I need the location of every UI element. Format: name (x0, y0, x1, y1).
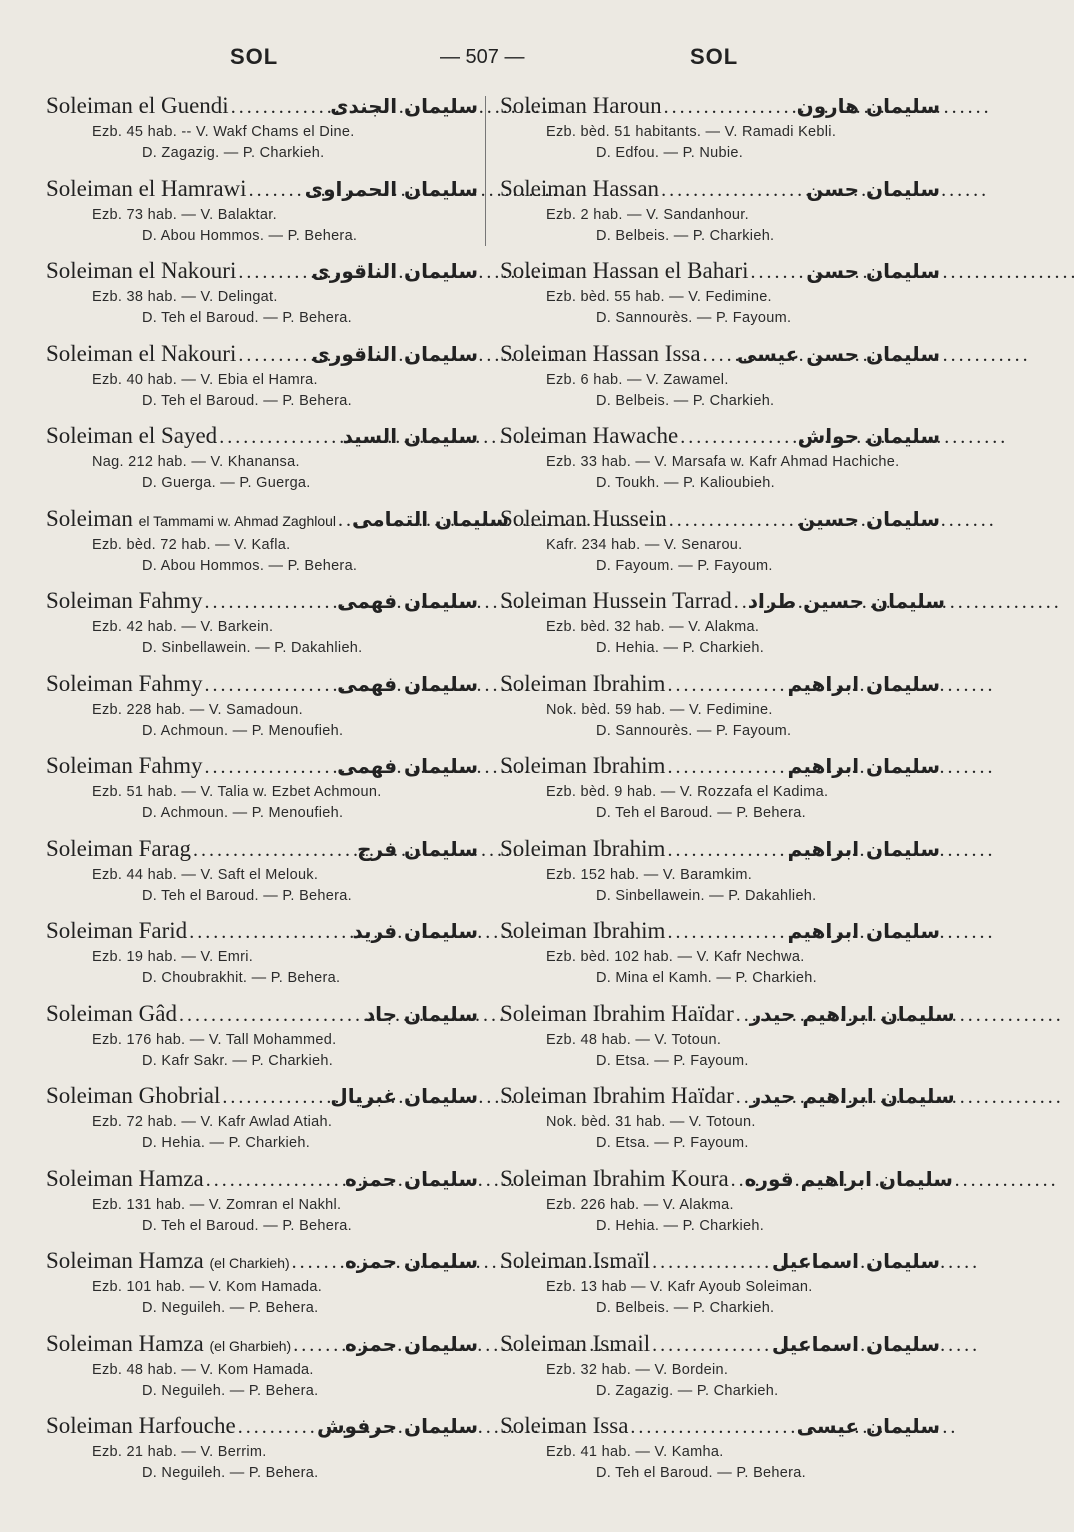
dot-leader (177, 1001, 361, 1029)
entry-name (46, 670, 203, 698)
entry-details: Nag. 212 hab. — V. Khanansa. (92, 454, 300, 470)
entry-arabic-name: سليمان هارون (796, 94, 940, 118)
entry-district: D. Teh el Baroud. — P. Behera. (142, 887, 352, 904)
gazetteer-entry (46, 1165, 478, 1248)
entry-arabic-name: سليمان ابراهيم (787, 671, 940, 696)
gazetteer-entry (46, 257, 478, 340)
entry-details: Ezb. 44 hab. — V. Saft el Melouk. (92, 866, 319, 883)
entry-heading (500, 175, 940, 205)
gazetteer-entry (500, 175, 940, 258)
gazetteer-entry (500, 1082, 955, 1165)
entry-name (500, 1000, 734, 1028)
dot-leader (662, 93, 793, 121)
entry-district: D. Zagazig. — P. Charkieh. (596, 1382, 779, 1399)
entry-heading (46, 1082, 478, 1112)
entry-district: D. Edfou. — P. Nubie. (596, 145, 744, 161)
entry-details: Ezb. 45 hab. -- V. Wakf Chams el Dine. (92, 124, 355, 140)
entry-district: D. Achmoun. — P. Menoufieh. (142, 805, 344, 821)
running-head-left: SOL (230, 44, 279, 69)
entry-arabic-name: سليمان حسن (806, 176, 940, 201)
entry-heading (46, 422, 478, 452)
entry-arabic-name: سليمان التمامى (352, 506, 510, 531)
entry-district: D. Fayoum. — P. Fayoum. (596, 557, 773, 574)
entry-name-text: Soleiman el Hamrawi (46, 175, 247, 201)
entry-name-note: (el Charkieh) (209, 1255, 290, 1271)
entry-arabic-name: سليمان حمزه (344, 1166, 478, 1191)
dot-leader (734, 1083, 746, 1111)
entry-name (500, 1082, 734, 1110)
dot-leader (729, 1166, 741, 1194)
gazetteer-entry (46, 92, 478, 175)
dot-leader (236, 1413, 313, 1441)
entry-name (500, 92, 662, 120)
entry-name (500, 1330, 650, 1358)
entry-details: Ezb. 42 hab. — V. Barkein. (92, 619, 274, 635)
entry-name (500, 835, 665, 863)
entry-name (46, 1165, 204, 1193)
entry-details: Ezb. bèd. 9 hab. — V. Rozzafa el Kadima. (546, 784, 829, 800)
entry-arabic-name: سليمان ابراهيم حيدر (749, 1084, 955, 1108)
entry-details: Ezb. 40 hab. — V. Ebia el Hamra. (92, 371, 318, 388)
dot-leader (204, 1166, 341, 1194)
entry-arabic-name: سليمان فريد (352, 919, 478, 943)
entry-details: Ezb. 38 hab. — V. Delingat. (92, 289, 278, 305)
entry-name (46, 1330, 291, 1360)
gazetteer-entry (46, 505, 510, 588)
entry-details: Ezb. bèd. 55 hab. — V. Fedimine. (546, 289, 772, 305)
entry-arabic-name: سليمان ابراهيم قوره (744, 1166, 953, 1191)
entry-arabic-name: سليمان الناقورى (311, 341, 478, 366)
gazetteer-entry (500, 1000, 955, 1083)
entry-details: Ezb. 41 hab. — V. Kamha. (546, 1444, 724, 1460)
entry-heading (46, 835, 478, 865)
entry-district: D. Hehia. — P. Charkieh. (596, 1217, 765, 1234)
entry-arabic-name: سليمان اسماعيل (771, 1249, 940, 1273)
entry-details: Ezb. 19 hab. — V. Emri. (92, 949, 254, 965)
gazetteer-entry (500, 257, 940, 340)
entry-name-text: Soleiman Ibrahim (500, 670, 666, 696)
dot-leader (734, 1001, 746, 1029)
entry-name (500, 422, 678, 450)
entry-details: Ezb. bèd. 32 hab. — V. Alakma. (546, 619, 760, 635)
gazetteer-entry (500, 587, 946, 670)
entry-details: Ezb. 2 hab. — V. Sandanhour. (546, 206, 749, 223)
entry-name-text: Soleiman el Nakouri (46, 258, 237, 283)
gazetteer-entry (500, 1165, 953, 1248)
entry-name-text: Soleiman Ibrahim Haïdar (500, 1083, 734, 1108)
entry-name-text: Soleiman Ibrahim Koura (500, 1165, 729, 1191)
entry-district: D. Neguileh. — P. Behera. (142, 1465, 319, 1481)
gazetteer-entry (46, 917, 478, 1000)
entry-name-text: Soleiman Hassan Issa (500, 340, 701, 366)
entry-name-text: Soleiman Hamza (46, 1248, 204, 1273)
entry-heading (500, 1165, 953, 1195)
entry-arabic-name: سليمان فرج (357, 836, 478, 861)
entry-heading (500, 1082, 955, 1112)
entry-heading (46, 670, 478, 700)
entry-district: D. Achmoun. — P. Menoufieh. (142, 722, 344, 739)
entry-arabic-name: سليمان فهمى (337, 671, 478, 696)
entry-arabic-name: سليمان جاد (364, 1001, 478, 1026)
entry-name-text: Soleiman Issa (500, 1413, 629, 1438)
entry-name (46, 1247, 290, 1277)
entry-name (46, 1412, 236, 1440)
entry-heading (46, 1247, 478, 1277)
entry-name-text: Soleiman Ismail (500, 1330, 651, 1356)
entry-name (500, 670, 665, 698)
gazetteer-entry (500, 670, 940, 753)
gazetteer-entry (46, 340, 478, 423)
entry-district: D. Abou Hommos. — P. Behera. (142, 227, 358, 244)
entry-name (500, 917, 665, 945)
dot-leader (290, 1248, 341, 1276)
entry-details: Ezb. 6 hab. — V. Zawamel. (546, 371, 729, 388)
entry-name (500, 257, 748, 285)
entry-name (500, 1412, 628, 1440)
dot-leader (665, 753, 783, 781)
dot-leader (665, 918, 783, 946)
entry-name (500, 340, 701, 368)
dot-leader (678, 423, 793, 451)
entry-arabic-name: سليمان حسين طراد (747, 589, 946, 613)
dot-leader (187, 918, 348, 946)
entry-heading (46, 1165, 478, 1195)
entry-details: Nok. bèd. 31 hab. — V. Totoun. (546, 1114, 756, 1130)
entry-district: D. Kafr Sakr. — P. Charkieh. (142, 1052, 334, 1069)
entry-details: Kafr. 234 hab. — V. Senarou. (546, 536, 743, 553)
entry-name (46, 1000, 177, 1028)
entry-arabic-name: سليمان حسن عيسى (736, 341, 940, 366)
entry-heading (500, 92, 940, 122)
entry-details: Ezb. bèd. 51 habitants. — V. Ramadi Kebli. (546, 124, 837, 140)
gazetteer-entry (500, 752, 940, 835)
entry-name (46, 257, 236, 285)
entry-name-text: Soleiman Hussein Tarrad (500, 588, 732, 613)
entry-arabic-name: سليمان ابراهيم (787, 836, 940, 861)
entry-heading (46, 257, 478, 287)
dot-leader (665, 671, 783, 699)
right-column (500, 92, 955, 1495)
dot-leader (217, 423, 338, 451)
entry-details: Ezb. 21 hab. — V. Berrim. (92, 1444, 267, 1460)
entry-name (46, 340, 236, 368)
entry-district: D. Abou Hommos. — P. Behera. (142, 557, 358, 574)
entry-details: Ezb. 226 hab. — V. Alakma. (546, 1196, 734, 1213)
entry-arabic-name: سليمان حسين (798, 506, 940, 531)
gazetteer-entry (46, 175, 478, 258)
entry-name-text: Soleiman Ibrahim (500, 835, 666, 861)
gazetteer-entry (46, 752, 478, 835)
entry-details: Ezb. 13 hab — V. Kafr Ayoub Soleiman. (546, 1279, 813, 1295)
dot-leader (667, 506, 794, 534)
entry-details: Ezb. 101 hab. — V. Kom Hamada. (92, 1279, 323, 1295)
entry-name-text: Soleiman Haroun (500, 93, 662, 118)
entry-heading (500, 1412, 940, 1442)
gazetteer-entry (500, 1412, 940, 1495)
entry-arabic-name: سليمان فهمى (337, 589, 478, 613)
dot-leader (665, 836, 783, 864)
entry-name (46, 92, 229, 120)
entry-district: D. Etsa. — P. Fayoum. (596, 1135, 749, 1151)
dot-leader (650, 1331, 768, 1359)
entry-district: D. Mina el Kamh. — P. Charkieh. (596, 970, 817, 986)
gazetteer-entry (46, 587, 478, 670)
entry-heading (46, 917, 478, 947)
entry-name-text: Soleiman el Sayed (46, 423, 218, 448)
entry-district: D. Hehia. — P. Charkieh. (142, 1135, 311, 1151)
gazetteer-entry (500, 92, 940, 175)
entry-name-text: Soleiman Ibrahim (500, 918, 666, 943)
entry-name-text: Soleiman Hamza (46, 1165, 204, 1191)
page-number: — 507 — (440, 46, 525, 68)
entry-details: Ezb. bèd. 72 hab. — V. Kafla. (92, 536, 291, 553)
entry-name-text: Soleiman Hussein (500, 505, 667, 531)
dot-leader (203, 671, 334, 699)
entry-district: D. Teh el Baroud. — P. Behera. (596, 805, 806, 821)
entry-heading (46, 752, 478, 782)
entry-name-text: Soleiman Hassan (500, 175, 660, 201)
entry-arabic-name: سليمان عيسى (796, 1414, 940, 1438)
entry-heading (46, 175, 478, 205)
entry-district: D. Belbeis. — P. Charkieh. (596, 1300, 775, 1316)
entry-district: D. Zagazig. — P. Charkieh. (142, 145, 325, 161)
entry-heading (500, 752, 940, 782)
entry-arabic-name: سليمان اسماعيل (771, 1331, 940, 1356)
entry-heading (500, 257, 940, 287)
entry-district: D. Sinbellawein. — P. Dakahlieh. (596, 887, 817, 904)
dot-leader (229, 93, 327, 121)
entry-heading (46, 340, 478, 370)
gazetteer-entry (500, 1247, 940, 1330)
gazetteer-entry (500, 835, 940, 918)
entry-heading (500, 1330, 940, 1360)
gazetteer-entry (46, 1412, 478, 1495)
entry-details: Ezb. 228 hab. — V. Samadoun. (92, 701, 304, 718)
entry-heading (46, 587, 478, 617)
entry-heading (46, 1000, 478, 1030)
entry-district: D. Sannourès. — P. Fayoum. (596, 310, 792, 326)
entry-details: Ezb. 33 hab. — V. Marsafa w. Kafr Ahmad Hachiche. (546, 454, 900, 470)
dot-leader (650, 1248, 768, 1276)
entry-name-text: Soleiman el Guendi (46, 93, 229, 118)
entry-district: D. Sannourès. — P. Fayoum. (596, 722, 792, 739)
dot-leader (247, 176, 301, 204)
entry-district: D. Toukh. — P. Kalioubieh. (596, 475, 775, 491)
dot-leader (236, 258, 307, 286)
entry-district: D. Belbeis. — P. Charkieh. (596, 227, 775, 244)
entry-name-text: Soleiman Hamza (46, 1330, 204, 1356)
left-column (46, 92, 510, 1495)
dot-leader (628, 1413, 792, 1441)
entry-heading (500, 670, 940, 700)
entry-details: Ezb. 48 hab. — V. Totoun. (546, 1031, 722, 1048)
entry-district: D. Choubrakhit. — P. Behera. (142, 970, 341, 986)
dot-leader (659, 176, 802, 204)
column-divider (485, 96, 486, 246)
entry-details: Ezb. 131 hab. — V. Zomran el Nakhl. (92, 1196, 342, 1213)
entry-arabic-name: سليمان السيد (342, 424, 478, 448)
entry-details: Ezb. bèd. 102 hab. — V. Kafr Nechwa. (546, 949, 805, 965)
entry-heading (500, 1247, 940, 1277)
entry-arabic-name: سليمان الناقورى (311, 259, 478, 283)
dot-leader (191, 836, 353, 864)
entry-name (46, 752, 203, 780)
entry-name-note: el Tammami w. Ahmad Zaghloul (138, 512, 337, 529)
entry-district: D. Teh el Baroud. — P. Behera. (596, 1465, 806, 1481)
entry-name-text: Soleiman Gâd (46, 1000, 177, 1026)
gazetteer-entry (500, 1330, 940, 1413)
entry-name-text: Soleiman Fahmy (46, 670, 203, 696)
entry-heading (46, 92, 478, 122)
gazetteer-entry (500, 505, 940, 588)
entry-name (46, 505, 336, 535)
running-head-right: SOL (690, 44, 739, 69)
entry-arabic-name: سليمان حواش (797, 424, 940, 448)
dot-leader (732, 588, 744, 616)
entry-name-text: Soleiman Farag (46, 835, 191, 861)
entry-details: Ezb. 152 hab. — V. Baramkim. (546, 866, 753, 883)
entry-name-text: Soleiman el Nakouri (46, 340, 237, 366)
entry-name (500, 752, 665, 780)
dot-leader (236, 341, 307, 369)
entry-heading (500, 587, 946, 617)
entry-arabic-name: سليمان الجندى (330, 94, 478, 118)
gazetteer-entry (46, 422, 478, 505)
entry-heading (500, 340, 940, 370)
gazetteer-entry (46, 1000, 478, 1083)
gazetteer-entry (46, 1082, 478, 1165)
entry-name-text: Soleiman Fahmy (46, 588, 203, 613)
entry-name-text: Soleiman Harfouche (46, 1413, 236, 1438)
page-header (0, 44, 1000, 76)
entry-district: D. Belbeis. — P. Charkieh. (596, 392, 775, 409)
gazetteer-entry (46, 1247, 478, 1330)
entry-district: D. Neguileh. — P. Behera. (142, 1382, 319, 1399)
entry-name-text: Soleiman Ibrahim (500, 753, 666, 778)
entry-heading (500, 1000, 955, 1030)
entry-arabic-name: سليمان الحمراوى (304, 176, 478, 201)
entry-arabic-name: سليمان ابراهيم حيدر (749, 1001, 955, 1026)
entry-heading (46, 1412, 478, 1442)
entry-district: D. Hehia. — P. Charkieh. (596, 640, 765, 656)
entry-name (500, 587, 732, 615)
entry-name (46, 835, 191, 863)
entry-heading (500, 505, 940, 535)
gazetteer-entry (500, 340, 940, 423)
entry-district: D. Teh el Baroud. — P. Behera. (142, 392, 352, 409)
entry-details: Ezb. 176 hab. — V. Tall Mohammed. (92, 1031, 337, 1048)
entry-arabic-name: سليمان فهمى (337, 754, 478, 778)
entry-name-text: Soleiman (46, 505, 133, 531)
entry-arabic-name: سليمان ابراهيم (787, 919, 940, 943)
entry-arabic-name: سليمان ابراهيم (787, 754, 940, 778)
gazetteer-entry (46, 835, 478, 918)
dot-leader (748, 258, 802, 286)
gazetteer-entry (46, 670, 478, 753)
dot-leader (220, 1083, 326, 1111)
entry-name-text: Soleiman Ismaïl (500, 1248, 651, 1273)
entry-district: D. Sinbellawein. — P. Dakahlieh. (142, 640, 363, 656)
entry-district: D. Neguileh. — P. Behera. (142, 1300, 319, 1316)
dot-leader (701, 341, 733, 369)
entry-arabic-name: سليمان غبريال (330, 1084, 478, 1108)
entry-district: D. Teh el Baroud. — P. Behera. (142, 310, 352, 326)
entry-heading (46, 505, 510, 535)
entry-name (500, 175, 659, 203)
entry-name-text: Soleiman Ibrahim Haïdar (500, 1000, 734, 1026)
entry-name (46, 917, 187, 945)
entry-name-text: Soleiman Farid (46, 918, 188, 943)
entry-details: Ezb. 32 hab. — V. Bordein. (546, 1361, 729, 1378)
dot-leader (336, 506, 348, 534)
entry-name (46, 587, 203, 615)
entry-name (46, 175, 247, 203)
entry-heading (46, 1330, 478, 1360)
entry-district: D. Etsa. — P. Fayoum. (596, 1052, 749, 1069)
entry-details: Nok. bèd. 59 hab. — V. Fedimine. (546, 701, 773, 718)
entry-heading (500, 917, 940, 947)
entry-name-text: Soleiman Hawache (500, 423, 679, 448)
entry-arabic-name: سليمان حرفوش (316, 1414, 478, 1438)
entry-name (500, 1247, 650, 1275)
entry-details: Ezb. 73 hab. — V. Balaktar. (92, 206, 277, 223)
entry-details: Ezb. 72 hab. — V. Kafr Awlad Atiah. (92, 1114, 333, 1130)
entry-name-note: (el Gharbieh) (209, 1337, 292, 1354)
entry-name-text: Soleiman Fahmy (46, 753, 203, 778)
entry-arabic-name: سليمان حسن (806, 259, 940, 283)
entry-heading (500, 835, 940, 865)
entry-name (500, 505, 667, 533)
entry-name (46, 1082, 220, 1110)
entry-district: D. Guerga. — P. Guerga. (142, 475, 311, 491)
entry-arabic-name: سليمان حمزه (344, 1331, 478, 1356)
entry-name (500, 1165, 729, 1193)
entry-details: Ezb. 48 hab. — V. Kom Hamada. (92, 1361, 314, 1378)
entry-district: D. Teh el Baroud. — P. Behera. (142, 1217, 352, 1234)
entry-name-text: Soleiman Ghobrial (46, 1083, 221, 1108)
entry-name (46, 422, 217, 450)
gazetteer-entry (500, 917, 940, 1000)
entry-name-text: Soleiman Hassan el Bahari (500, 258, 749, 283)
gazetteer-entry (46, 1330, 478, 1413)
dot-leader (203, 588, 334, 616)
entry-heading (500, 422, 940, 452)
dot-leader (203, 753, 334, 781)
gazetteer-entry (500, 422, 940, 505)
dot-leader (291, 1331, 341, 1359)
entry-arabic-name: سليمان حمزه (344, 1249, 478, 1273)
entry-details: Ezb. 51 hab. — V. Talia w. Ezbet Achmoun. (92, 784, 382, 800)
